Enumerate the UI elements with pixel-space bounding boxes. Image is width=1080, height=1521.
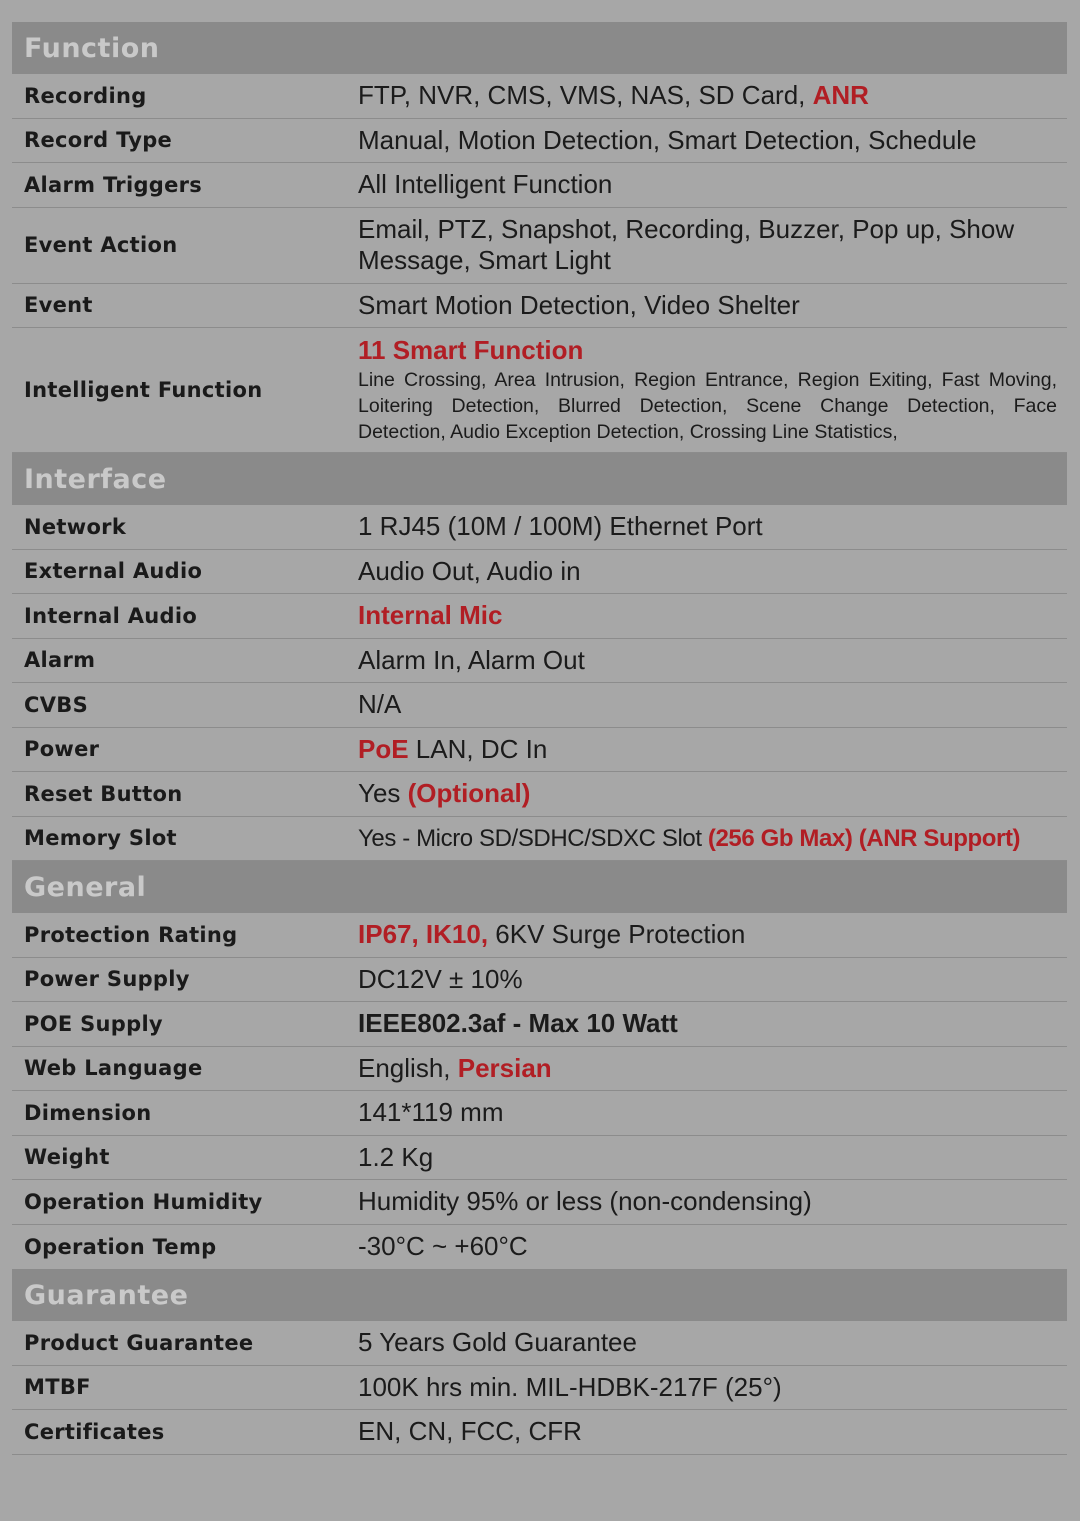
spec-row-product-guarantee (12, 1321, 1067, 1366)
spec-label: Alarm Triggers (24, 172, 203, 197)
value-text: FTP, NVR, CMS, VMS, NAS, SD Card, (358, 80, 813, 111)
spec-value: 1 RJ45 (10M / 100M) Ethernet Port (358, 511, 763, 542)
spec-row-weight (12, 1136, 1067, 1181)
spec-label: MTBF (24, 1375, 91, 1400)
spec-label: Alarm (24, 648, 96, 673)
smart-function-title: 11 Smart Function (358, 335, 584, 365)
spec-row-mtbf (12, 1366, 1067, 1411)
spec-row-poe-supply (12, 1002, 1067, 1047)
section-header-general: General (12, 861, 1067, 913)
spec-label: Weight (24, 1145, 110, 1170)
value-highlight: (256 Gb Max) (ANR Support) (707, 824, 1021, 852)
spec-row-external-audio (12, 550, 1067, 595)
spec-value: 100K hrs min. MIL-HDBK-217F (25°) (358, 1371, 782, 1402)
value-text: Yes (358, 778, 408, 809)
spec-value: Alarm In, Alarm Out (358, 644, 585, 675)
smart-function-list: Line Crossing, Area Intrusion, Region Entrance, Region Exiting, Fast Moving, Loitering Detection, Blurred Detection, Scene Change Detection, Face Detection, Audio Exception Detection, Crossing Line Statistics, (358, 369, 1057, 443)
spec-label: Event (24, 293, 93, 318)
spec-label: Protection Rating (24, 922, 238, 947)
spec-label: Operation Temp (24, 1234, 217, 1259)
spec-label: Certificates (24, 1419, 165, 1444)
spec-value: 141*119 mm (358, 1097, 504, 1128)
spec-value: DC12V ± 10% (358, 963, 523, 994)
section-header-function: Function (12, 22, 1067, 74)
spec-row-network (12, 505, 1067, 550)
spec-row-event (12, 284, 1067, 329)
spec-label: POE Supply (24, 1011, 163, 1036)
spec-row-operation-humidity (12, 1180, 1067, 1225)
spec-label: Record Type (24, 128, 173, 153)
spec-row-intelligent-function (12, 328, 1067, 453)
spec-label: Recording (24, 83, 147, 108)
spec-value (336, 734, 1067, 765)
value-highlight: IP67, IK10, (358, 919, 489, 950)
spec-row-certificates (12, 1410, 1067, 1455)
spec-value (336, 1053, 1067, 1084)
value-highlight: (Optional) (407, 778, 531, 809)
spec-row-alarm-triggers (12, 163, 1067, 208)
spec-value: -30°C ~ +60°C (358, 1231, 528, 1262)
spec-label: CVBS (24, 692, 88, 717)
spec-row-dimension (12, 1091, 1067, 1136)
spec-label: External Audio (24, 559, 203, 584)
spec-row-web-language (12, 1047, 1067, 1092)
spec-value: Humidity 95% or less (non-condensing) (358, 1186, 812, 1217)
spec-label: Memory Slot (24, 826, 177, 851)
spec-value: Audio Out, Audio in (358, 555, 581, 586)
spec-label: Power (24, 737, 100, 762)
spec-label: Network (24, 514, 127, 539)
value-highlight: Persian (457, 1052, 552, 1083)
spec-row-power-supply (12, 958, 1067, 1003)
value-text: 6KV Surge Protection (488, 919, 746, 950)
spec-value: 1.2 Kg (358, 1141, 434, 1172)
spec-row-internal-audio (12, 594, 1067, 639)
value-text: English, (358, 1052, 458, 1083)
spec-row-recording (12, 74, 1067, 119)
spec-label: Event Action (24, 233, 178, 257)
value-text: LAN, DC In (408, 733, 548, 764)
spec-label: Internal Audio (24, 603, 198, 628)
spec-value (336, 335, 1067, 445)
spec-label: Product Guarantee (24, 1330, 254, 1355)
spec-value (336, 778, 1067, 809)
spec-row-protection-rating (12, 913, 1067, 958)
value-text: Yes - Micro SD/SDHC/SDXC Slot (358, 824, 708, 852)
spec-row-memory-slot (12, 817, 1067, 862)
spec-value: IEEE802.3af - Max 10 Watt (358, 1008, 678, 1039)
spec-label: Power Supply (24, 967, 190, 992)
section-header-guarantee: Guarantee (12, 1269, 1067, 1321)
spec-value: Smart Motion Detection, Video Shelter (358, 289, 800, 320)
spec-value: Email, PTZ, Snapshot, Recording, Buzzer, Pop up, Show Message, Smart Light (358, 214, 1015, 275)
spec-label: Dimension (24, 1100, 152, 1125)
spec-sheet (12, 22, 1067, 1455)
spec-row-reset-button (12, 772, 1067, 817)
value-highlight: ANR (812, 80, 869, 111)
value-highlight: Internal Mic (358, 600, 503, 631)
spec-row-power (12, 728, 1067, 773)
spec-value: Manual, Motion Detection, Smart Detection, Schedule (358, 124, 977, 155)
spec-label: Web Language (24, 1056, 203, 1081)
spec-value (336, 919, 1067, 950)
section-header-interface: Interface (12, 453, 1067, 505)
spec-value (336, 80, 1067, 111)
spec-label: Operation Humidity (24, 1189, 263, 1214)
spec-row-record-type (12, 119, 1067, 164)
spec-value: All Intelligent Function (358, 169, 613, 200)
spec-value: 5 Years Gold Guarantee (358, 1327, 637, 1358)
spec-label: Intelligent Function (24, 378, 263, 402)
spec-value: N/A (358, 689, 402, 720)
spec-value (336, 600, 1067, 631)
value-highlight: PoE (358, 733, 409, 764)
spec-value (336, 823, 1067, 854)
spec-row-cvbs (12, 683, 1067, 728)
spec-label: Reset Button (24, 781, 183, 806)
spec-row-event-action (12, 208, 1067, 284)
spec-row-operation-temp (12, 1225, 1067, 1270)
spec-value: EN, CN, FCC, CFR (358, 1416, 582, 1447)
spec-row-alarm (12, 639, 1067, 684)
